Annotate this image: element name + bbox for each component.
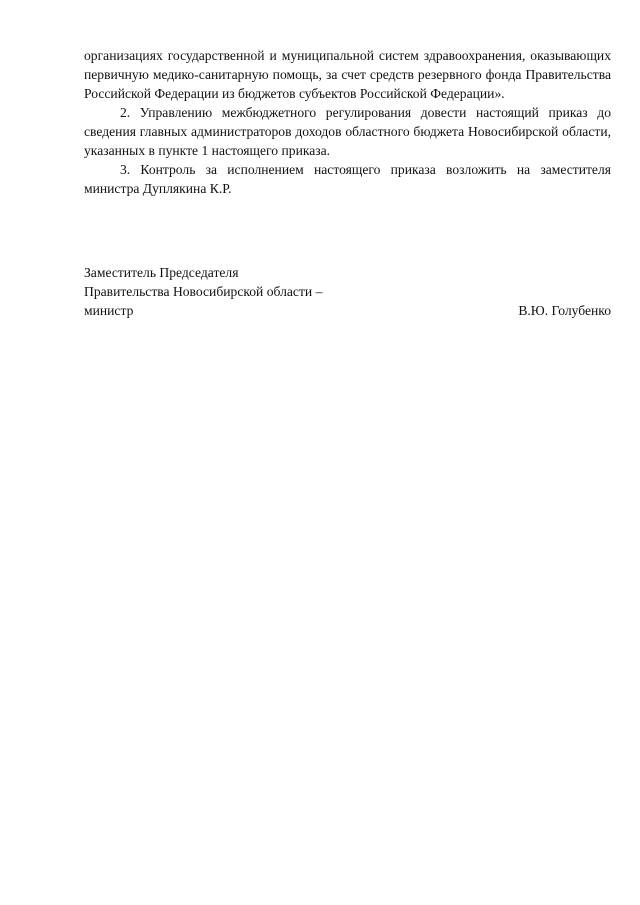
- document-body: [84, 46, 611, 198]
- signer-row: [84, 301, 611, 320]
- paragraph-item-2: 2. Управлению межбюджетного регулирования довести настоящий приказ до сведения главных администраторов доходов областного бюджета Новосибирской области, указанных в пункте 1 настоящего приказа.: [84, 105, 611, 158]
- signature-block: [84, 263, 611, 320]
- paragraph-continuation: организациях государственной и муниципальной систем здравоохранения, оказывающих первичную медико-санитарную помощь, за счет средств резервного фонда Правительства Российской Федерации из бюджетов субъектов Российской Федерации».: [84, 48, 611, 101]
- signer-position-line-1: Заместитель Председателя: [84, 265, 239, 280]
- paragraph-item-3: 3. Контроль за исполнением настоящего приказа возложить на заместителя министра Дуплякина К.Р.: [84, 162, 611, 196]
- signer-name: В.Ю. Голубенко: [518, 303, 611, 318]
- signer-position-line-3: министр: [84, 303, 134, 318]
- signer-position-line-2: Правительства Новосибирской области –: [84, 284, 323, 299]
